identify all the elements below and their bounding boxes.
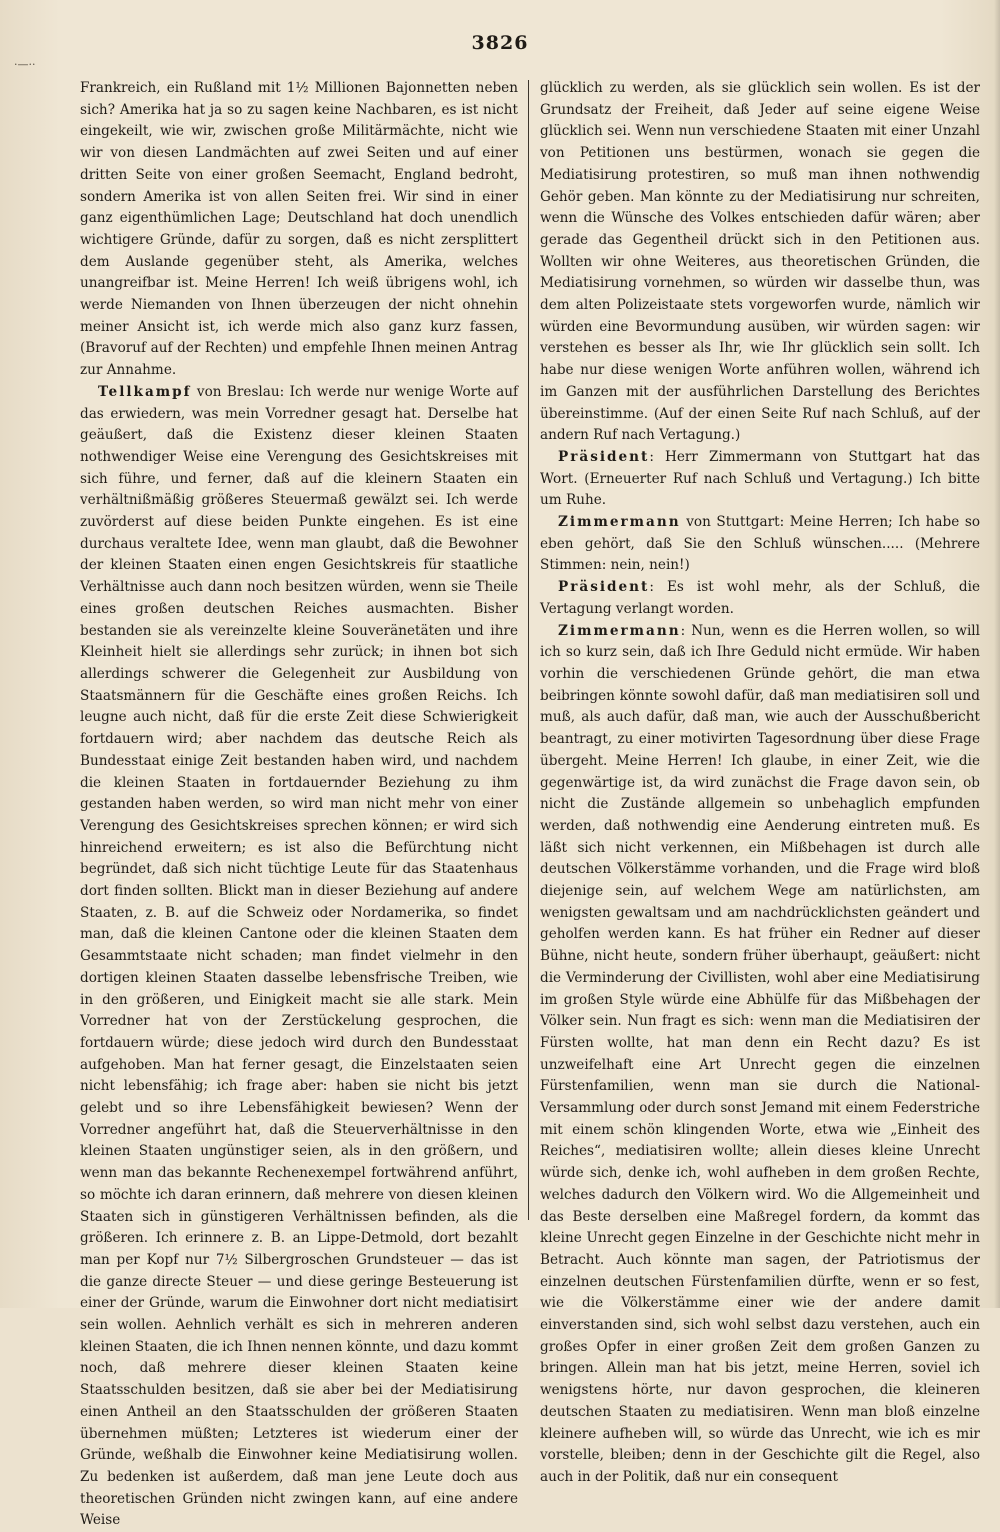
speech-text: : Herr Zimmermann von Stuttgart hat das Wort. (Erneuerter Ruf nach Schluß und Vertagung.) Ich bitte um Ruhe. xyxy=(540,448,980,509)
speaker-name: Präsident xyxy=(558,448,650,465)
speech-text: : Es ist wohl mehr, als der Schluß, die Vertagung verlangt worden. xyxy=(540,579,980,617)
left-column xyxy=(80,78,518,1529)
speech-text: von Stuttgart: Meine Herren; Ich habe so eben gehört, daß Sie den Schluß wünschen..... (Mehrere Stimmen: nein, nein!) xyxy=(540,514,980,574)
page-edge-shadow xyxy=(994,0,1000,1308)
paragraph: glücklich zu werden, als sie glücklich sein wollen. Es ist der Grundsatz der Freiheit, daß Jeder auf seine eigene Weise glücklich sei. Wenn nun verschiedene Staaten mit einer Unzahl von Petitionen uns bestürmen, wonach sie gegen die Mediatisirung protestiren, so muß man ihnen nothwendig Gehör geben. Man könnte zu der Mediatisirung nur schreiten, wenn die Wünsche des Volkes entschieden dafür wären; aber gerade das Gegentheil drückt sich in den Petitionen aus. Wollten wir ohne Weiteres, aus theoretischen Gründen, die Mediatisirung vornehmen, so würden wir dasselbe thun, was dem alten Polizeistaate stets vorgeworfen wurde, nämlich wir würden eine Bevormundung ausüben, wir würden sagen: wir verstehen es besser als Ihr, wie Ihr glücklich sein sollt. Ich habe nur diese wenigen Worte anführen wollen, während ich im Ganzen mit der ausführlichen Darstellung des Berichtes übereinstimme. (Auf der einen Seite Ruf nach Schluß, auf der andern Ruf nach Vertagung.) xyxy=(540,80,980,444)
right-column xyxy=(540,78,980,1485)
paragraph: Frankreich, ein Rußland mit 1½ Millionen Bajonnetten neben sich? Amerika hat ja so zu sagen keine Nachbaren, es ist nicht eingekeilt, wie wir, zwischen große Militärmächte, nicht wie wir von diesen Landmächten auf zwei Seiten und auf einer dritten Seite von einer großen Seemacht, England bedroht, sondern Amerika ist von allen Seiten frei. Wir sind in einer ganz eigenthümlichen Lage; Deutschland hat doch unendlich wichtigere Gründe, dafür zu sorgen, daß es nicht zersplittert dem Auslande gegenüber steht, als Amerika, welches unangreifbar ist. Meine Herren! Ich weiß übrigens wohl, ich werde Niemanden von Ihnen überzeugen der nicht ohnehin meiner Ansicht ist, ich werde mich also ganz kurz fassen, (Bravoruf auf der Rechten) und empfehle Ihnen meinen Antrag zur Annahme. xyxy=(80,80,518,379)
page-number: 3826 xyxy=(471,32,529,54)
paragraph xyxy=(540,447,980,512)
paragraph xyxy=(80,382,518,1532)
speech-text: : Nun, wenn es die Herren wollen, so will ich so kurz sein, daß ich Ihre Geduld nicht ermüde. Wir haben vorhin die verschiedenen Gründe gehört, die man etwa beibringen könnte sowohl dafür, daß man mediatisiren soll und muß, als auch dafür, daß man, wie auch der Ausschußbericht beantragt, zu einer motivirten Tagesordnung über diese Frage übergeht. Meine Herren! Ich glaube, in einer Zeit, wie die gegenwärtige ist, da wird zunächst die Frage davon sein, ob nicht die Zustände allgemein so unbehaglich empfunden werden, daß nothwendig eine Aenderung eintreten muß. Es läßt sich nicht verkennen, ein Mißbehagen ist durch alle deutschen Völkerstämme vorhanden, und die Frage wird bloß diejenige sein, auf welchem Wege am natürlichsten, am wenigsten gewaltsam und am nachdrücklichsten geändert und geholfen werden kann. Es hat früher ein Redner auf dieser Bühne, nicht heute, sondern früher überhaupt, geäußert: nicht die Verminderung der Civillisten, wohl aber eine Mediatisirung im großen Style würde eine Abhülfe für das Mißbehagen der Völker sein. Nun fragt es sich: wenn man die Mediatisiren der Fürsten wollte, hat man denn ein Recht dazu? Es ist unzweifelhaft eine Art Unrecht gegen die einzelnen Fürstenfamilien, wenn man sie durch die National-Versammlung oder durch sonst Jemand mit einem Federstriche mit einem schön klingenden Worte, etwa wie „Einheit des Reiches“, mediatisiren wollte; allein dieses kleine Unrecht würde sich, denke ich, wohl aufheben in dem großen Rechte, welches dadurch den Völkern wird. Wo die Allgemeinheit und das Beste derselben eine Maßregel fordern, da kommt das kleine Unrecht gegen Einzelne in der Geschichte nicht mehr in Betracht. Auch könnte man sagen, der Patriotismus der einzelnen deutschen Fürstenfamilien dürfte, wenn er so fest, wie die Völkerstämme einer wie der andere damit einverstanden sind, sich wohl selbst dazu verstehen, auch ein großes Opfer in einer großen Zeit dem großen Ganzen zu bringen. Allein man hat bis jetzt, meine Herren, soviel ich wenigstens hörte, nur davon gesprochen, die kleineren deutschen Staaten zu mediatisiren. Wenn man bloß einzelne kleinere aufheben will, so würde das Unrecht, wie ich es mir vorstelle, bleiben; denn in der Geschichte gilt die Regel, also auch in der Politik, daß nur ein consequent xyxy=(540,622,980,1485)
column-divider xyxy=(528,80,529,1220)
speaker-name: Zimmermann xyxy=(558,514,681,531)
speaker-name: Zimmermann xyxy=(558,622,681,639)
speaker-name: Präsident xyxy=(558,579,650,596)
speaker-name: Tellkampf xyxy=(98,383,192,400)
paragraph xyxy=(540,577,980,620)
paragraph xyxy=(540,621,980,1489)
paragraph xyxy=(540,512,980,577)
speech-text: von Breslau: Ich werde nur wenige Worte auf das erwiedern, was mein Vorredner gesagt hat. Derselbe hat geäußert, daß die Existenz dieser kleinen Staaten nothwendiger Weise eine Verengung des Gesichtskreises mit sich führe, und ferner, daß auf die kleinern Staaten ein verhältnißmäßig größeres Steuermaß gewälzt sei. Ich werde zuvörderst auf diese beiden Punkte eingehen. Es ist eine durchaus veraltete Idee, wenn man glaubt, daß die Bewohner der kleinen Staaten einen engen Gesichtskreis für staatliche Verhältnisse auch dann noch besitzen würden, wenn sie Theile eines großen deutschen Reiches ausmachten. Bisher bestanden sie als vereinzelte kleine Souveränetäten und ihre Kleinheit hielt sie allerdings sehr zurück; in ihnen bot sich allerdings schwerer die Gelegenheit zur Ausbildung von Staatsmännern für die Geschäfte eines großen Reichs. Ich leugne auch nicht, daß für die erste Zeit diese Schwierigkeit fortdauern wird; aber nachdem das deutsche Reich als Bundesstaat einige Zeit bestanden haben wird, und nachdem die kleinen Staaten in fortdauernder Beziehung zu ihm gestanden haben werden, so wird man nicht mehr von einer Verengung des Gesichtskreises sprechen können; er wird sich hinreichend erweitern; es ist also die Befürchtung nicht begründet, daß sich nicht tüchtige Leute für das Staatenhaus dort finden sollten. Blickt man in dieser Beziehung auf andere Staaten, z. B. auf die Schweiz oder Nordamerika, so findet man, daß die kleinen Cantone oder die kleinen Staaten dem Gesammtstaate nicht schaden; man findet vielmehr in den dortigen kleinen Staaten dasselbe lebensfrische Treiben, wie in den größeren, und Einigkeit macht sie alle stark. Mein Vorredner hat von der Zerstückelung gesprochen, die fortdauern würde; diese jedoch wird durch den Bundesstaat aufgehoben. Man hat ferner gesagt, die Einzelstaaten seien nicht lebensfähig; ich frage aber: haben sie nicht bis jetzt gelebt und so ihre Lebensfähigkeit bewiesen? Wenn der Vorredner angeführt hat, daß die Steuerverhältnisse in den kleinen Staaten ungünstiger seien, als in den größern, und wenn man das bekannte Rechenexempel fortwährend anführt, so möchte ich daran erinnern, daß mehrere von diesen kleinen Staaten sich in günstigeren Verhältnissen befinden, als die größeren. Ich erinnere z. B. an Lippe-Detmold, dort bezahlt man per Kopf nur 7½ Silbergroschen Grundsteuer — das ist die ganze directe Steuer — und diese geringe Besteuerung ist einer der Gründe, warum die Einwohner dort nicht mediatisirt sein wollen. Aehnlich verhält es sich in mehreren anderen kleinen Staaten, die ich Ihnen nennen könnte, und dazu kommt noch, daß mehrere dieser kleinen Staaten keine Staatsschulden besitzen, daß sie aber bei der Mediatisirung einen Antheil an den Staatsschulden der größeren Staaten übernehmen müßten; Letzteres ist wiederum einer der Gründe, weßhalb die Einwohner keine Mediatisirung wollen. Zu bedenken ist außerdem, daß man jene Leute doch aus theoretischen Gründen nicht zwingen kann, auf eine andere Weise xyxy=(80,383,518,1529)
corner-mark: ·—·· xyxy=(14,58,36,71)
